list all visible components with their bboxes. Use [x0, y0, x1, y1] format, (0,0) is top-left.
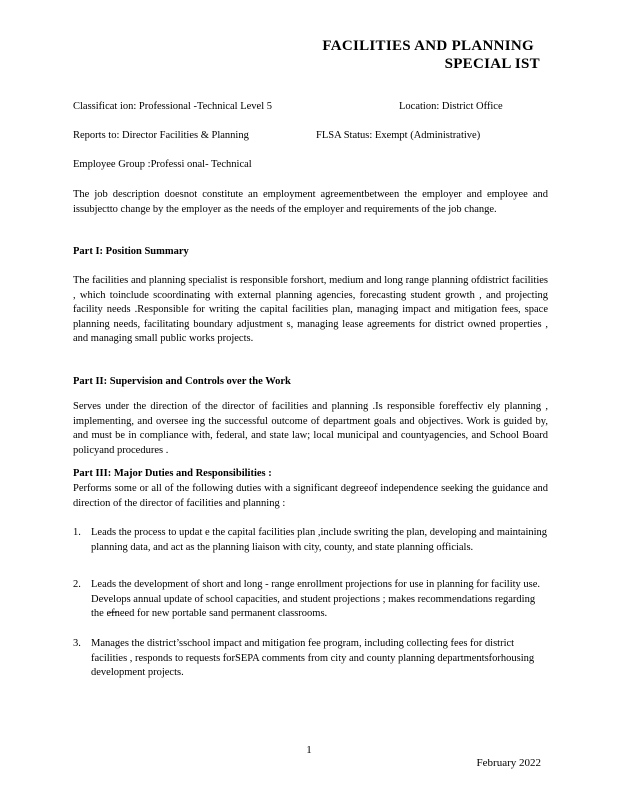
duty-item-3 [73, 637, 548, 681]
duty-item-number: 3. [73, 638, 81, 649]
classification-field: Classificat ion: Professional -Technical Level 5 [73, 101, 272, 112]
part-1-heading: Part I: Position Summary [73, 246, 189, 257]
duty-item-number: 2. [73, 579, 81, 590]
document-title-line-2: SPECIAL IST [444, 56, 540, 72]
part-2-heading: Part II: Supervision and Controls over the Work [73, 376, 291, 387]
disclaimer-paragraph: The job description doesnot constitute an employment agreementbetween the employer and employee and issubjectto change by the employer as the needs of the employer and requirements of the job change. [73, 189, 548, 215]
reports-to-field: Reports to: Director Facilities & Planning [73, 130, 249, 141]
position-summary-paragraph: The facilities and planning specialist is responsible forshort, medium and long range planning ofdistrict facilities , which toinclude scoordinating with external planning agencies, forecasting student growth , and projecting facility needs .Responsible for writing the capital facilities plan, managing impact and mitigation fees, space planning needs, facilitating boundary adjustment s, managing lease agreements for district owned properties , and managing small public works projects. [73, 275, 548, 345]
employee-group-field: Employee Group :Professi onal- Technical [73, 159, 252, 170]
supervision-paragraph: Serves under the direction of the director of facilities and planning .Is responsible foreffectiv ely planning , implementing, and oversee ing the successful outcome of department goals and objectives. Work is guided by, and must be in compliance with, federal, and state law; local municipal and countyagencies, and School Board policyand procedures . [73, 401, 548, 456]
duty-item-1 [73, 526, 548, 555]
document-title-line-1: FACILITIES AND PLANNING [322, 38, 534, 54]
duty-item-number: 1. [73, 527, 81, 538]
footer-date: February 2022 [476, 757, 541, 769]
location-field: Location: District Office [399, 101, 503, 112]
duty-item-text: Leads the process to updat e the capital facilities plan ,include swriting the plan, developing and maintaining planning data, and act as the planning liaison with city, county, and state planning officials. [91, 527, 548, 553]
duty-item-text: Leads the development of short and long - range enrollment projections for use in planning for facility use. Develops annual update of school capacities, and student projections ; makes recommendations regarding the e̶f̶need for new portable sand permanent classrooms. [91, 579, 541, 620]
part-3-heading: Part III: Major Duties and Responsibilities : [73, 468, 272, 479]
page-number: 1 [306, 744, 312, 756]
duty-item-text: Manages the district’sschool impact and mitigation fee program, including collecting fees for district facilities , responds to requests forSEPA comments from city and county planning departmentsforhousing development projects. [91, 638, 535, 679]
flsa-status-field: FLSA Status: Exempt (Administrative) [316, 130, 481, 141]
duty-item-2 [73, 578, 548, 622]
duties-intro-paragraph: Performs some or all of the following duties with a significant degreeof independence seeking the guidance and direction of the director of facilities and planning : [73, 483, 548, 509]
